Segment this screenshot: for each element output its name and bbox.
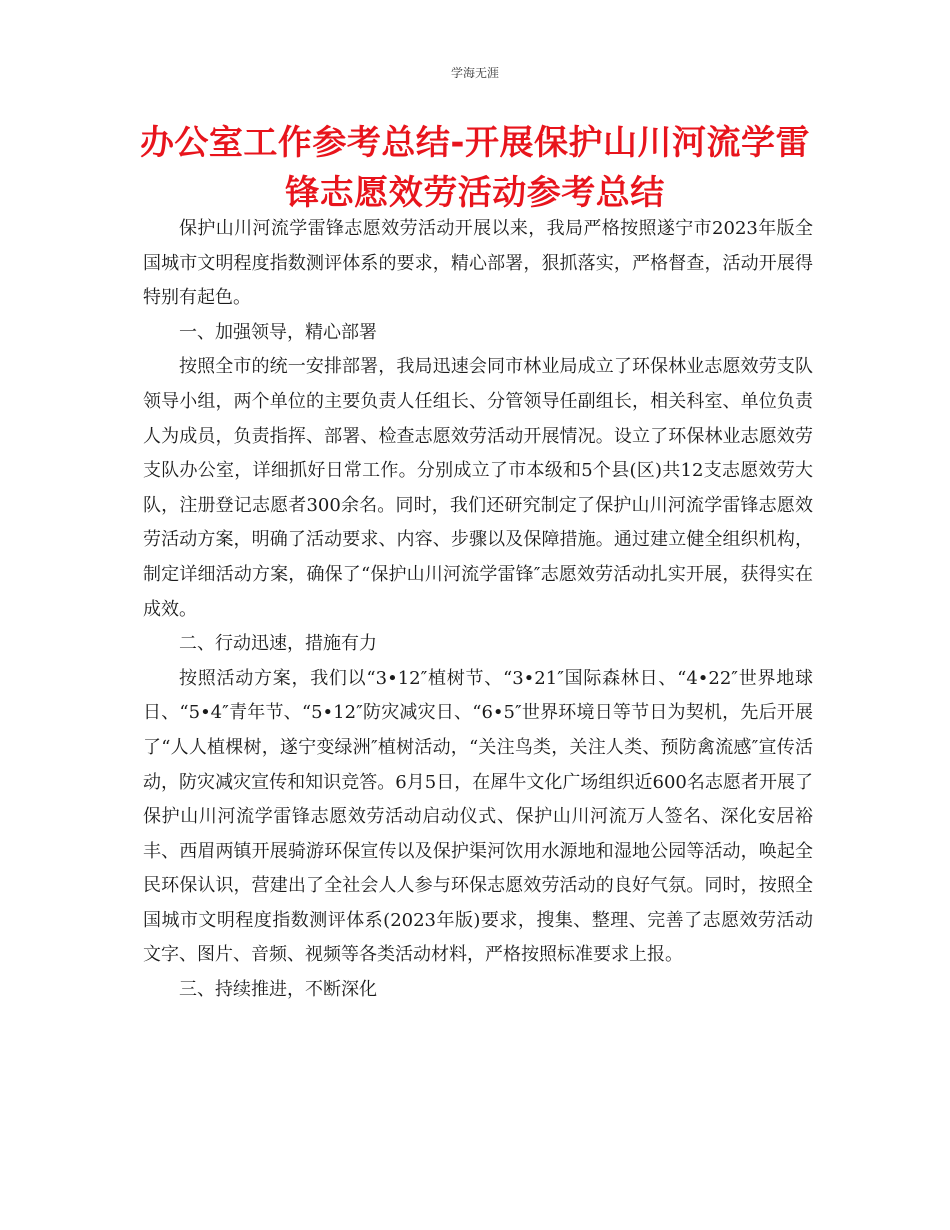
intro-paragraph: 保护山川河流学雷锋志愿效劳活动开展以来，我局严格按照遂宁市2023年版全国城市文明程度指数测评体系的要求，精心部署，狠抓落实，严格督查，活动开展得特别有起色。 <box>143 218 813 309</box>
section-heading-3: 三、持续推进，不断深化 <box>179 979 377 1001</box>
page-header: 学海无涯 <box>450 66 499 80</box>
section-2-paragraph: 按照活动方案，我们以“3•12″植树节、“3•21″国际森林日、“4•22″世界地球日、“5•4″青年节、“5•12″防灾减灾日、“6•5″世界环境日等节日为契机，先后开展了“人人植棵树，遂宁变绿洲″植树活动，“关注鸟类，关注人类、预防禽流感″宣传活动，防灾减灾宣传和知识竞答。6月5日，在犀牛文化广场组织近600名志愿者开展了保护山川河流学雷锋志愿效劳活动启动仪式、保护山川河流万人签名、深化安居裕丰、西眉两镇开展骑游环保宣传以及保护渠河饮用水源地和湿地公园等活动，唤起全民环保认识，营建出了全社会人人参与环保志愿效劳活动的良好气氛。同时，按照全国城市文明程度指数测评体系(2023年版)要求，搜集、整理、完善了志愿效劳活动文字、图片、音频、视频等各类活动材料，严格按照标准要求上报。 <box>143 667 813 966</box>
section-heading-2: 二、行动迅速，措施有力 <box>179 633 377 655</box>
document-title: 办公室工作参考总结-开展保护山川河流学雷锋志愿效劳活动参考总结 <box>139 123 811 213</box>
section-1-paragraph: 按照全市的统一安排部署，我局迅速会同市林业局成立了环保林业志愿效劳支队领导小组，两个单位的主要负责人任组长、分管领导任副组长，相关科室、单位负责人为成员，负责指挥、部署、检查志愿效劳活动开展情况。设立了环保林业志愿效劳支队办公室，详细抓好日常工作。分别成立了市本级和5个县(区)共12支志愿效劳大队，注册登记志愿者300余名。同时，我们还研究制定了保护山川河流学雷锋志愿效劳活动方案，明确了活动要求、内容、步骤以及保障措施。通过建立健全组织机构，制定详细活动方案，确保了“保护山川河流学雷锋″志愿效劳活动扎实开展，获得实在成效。 <box>143 356 813 620</box>
section-heading-1: 一、加强领导，精心部署 <box>179 321 377 343</box>
document-body <box>143 212 813 1008</box>
